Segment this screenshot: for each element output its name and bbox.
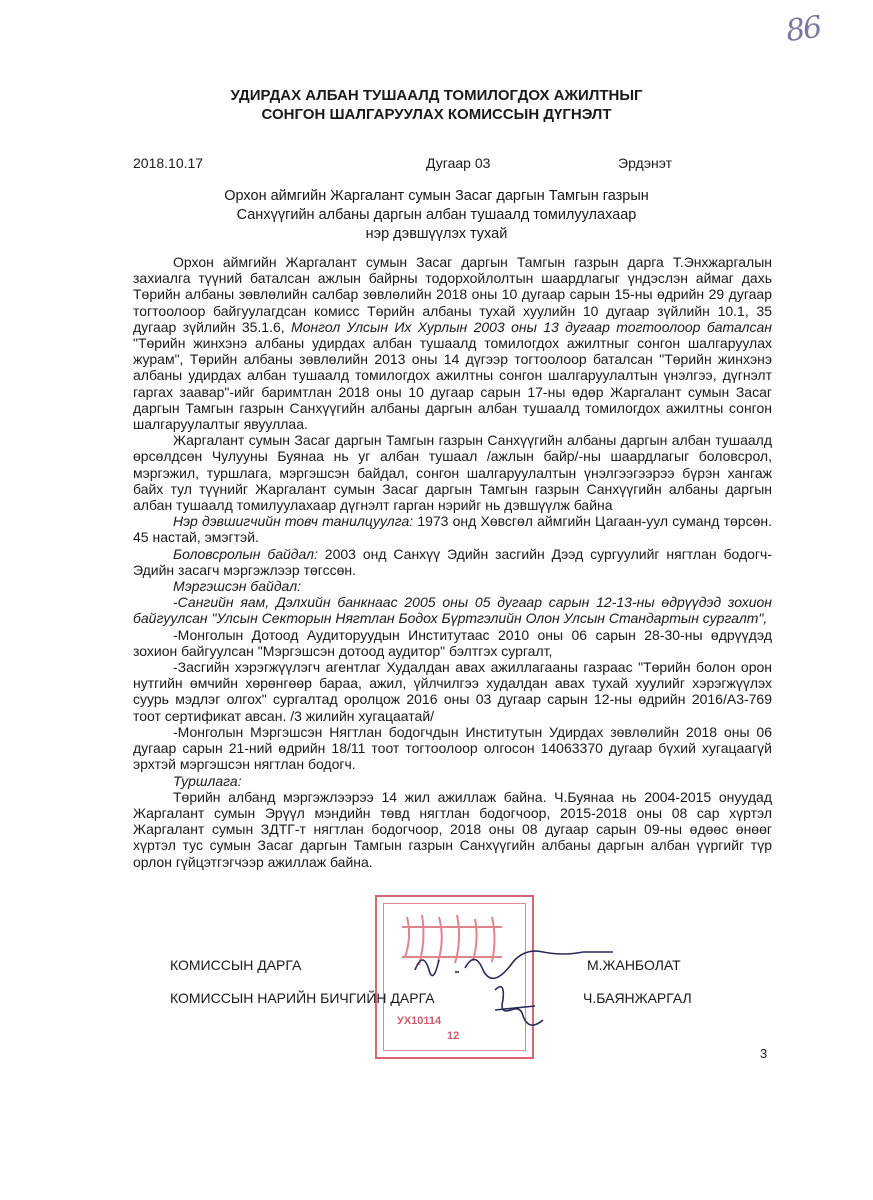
document-date: 2018.10.17 xyxy=(133,155,204,171)
document-number: Дугаар 03 xyxy=(426,155,491,171)
qualification-item-3: -Засгийн хэрэгжүүлэгч агентлаг Худалдан авах ажиллагааны газраас "Төрийн болон орон нутгийн өмчийн хөрөнгөөр бараа, ажил, үйлчилгээ худалдан авах тухай хуулийг хэрэгжүүлэх суурь мэдлэг олгох" сургалтад оролцож 2016 оны 03 дугаар сарын 12-ны өдрийн 2016/А3-769 тоот сертификат авсан. /3 жилийн хугацаатай/ xyxy=(133,659,772,724)
secretary-name: Ч.БАЯНЖАРГАЛ xyxy=(583,990,692,1006)
paragraph-preamble: Орхон аймгийн Жаргалант сумын Засаг даргын Тамгын газрын дарга Т.Энхжаргалын захиалга түүний баталсан ажлын байрны тодорхойлолтын шаардлагыг үндэслэн аймаг дахь Төрийн албаны зөвлөлийн салбар зөвлөлийн 2018 оны 10 дугаар сарын 15-ны өдрийн 29 дугаар тогтоолоор байгуулагдсан комисс Төрийн албаны тухай хуулийн 10 дугаар зүйлийн 10.1, 35 дугаар зүйлийн 35.1.6, Монгол Улсын Их Хурлын 2003 оны 13 дугаар тогтоолоор баталсан "Төрийн жинхэнэ албаны удирдах албан тушаалд томилогдох ажилтныг сонгон шалгаруулах журам", Төрийн албаны зөвлөлийн 2013 оны 14 дүгээр тогтоолоор баталсан "Төрийн жинхэнэ албаны удирдах албан тушаалд томилогдох ажилтны сонгон шалгаруулалтын үнэлгээ, дүгнэлт гаргах заавар"-ийг баримтлан 2018 оны 10 дугаар сарын 17-ны өдөр Жаргалант сумын Засаг даргын Тамгын газрын Санхүүгийн албаны даргын албан тушаалд томилогдох ажилтны сонгон шалгаруулалтыг явууллаа. xyxy=(133,254,773,433)
stamp-code: УХ10114 xyxy=(397,1015,442,1027)
paragraph-candidate-intro: Нэр дэвшигчийн товч танилцуулга: 1973 онд Хөвсгөл аймгийн Цагаан-уул суманд төрсөн. 45 настай, эмэгтэй. xyxy=(133,513,772,546)
document-title xyxy=(0,86,873,124)
paragraph-education: Боловсролын байдал: 2003 онд Санхүү Эдийн засгийн Дээд сургуулийг нягтлан бодогч-Эдийн засагч мэргэжлээр төгссөн. xyxy=(133,545,772,578)
title-line-2: СОНГОН ШАЛГАРУУЛАХ КОМИССЫН ДҮГНЭЛТ xyxy=(261,106,612,123)
chair-name: М.ЖАНБОЛАТ xyxy=(587,957,681,973)
secretary-label: КОМИССЫН НАРИЙН БИЧГИЙН ДАРГА xyxy=(170,990,435,1006)
qualification-item-1: -Сангийн яам, Дэлхийн банкнаас 2005 оны 05 дугаар сарын 12-13-ны өдрүүдэд зохион байгуулсан "Улсын Секторын Нягтлан Бодох Бүртгэлийн Олон Улсын Стандартын сургалт", xyxy=(133,594,772,627)
qualification-item-4: -Монголын Мэргэшсэн Нягтлан бодогчдын Институтын Удирдах зөвлөлийн 2018 оны 06 дугаар сарын 21-ний өдрийн 18/11 тоот тогтоолоор олгосон 14063370 дугаар бүхий хугацаагүй эрхтэй мэргэшсэн нягтлан бодогч. xyxy=(133,723,772,773)
heading-experience: Туршлага: xyxy=(173,772,242,789)
qualification-item-2: -Монголын Дотоод Аудиторуудын Институтаас 2010 оны 06 сарын 28-30-ны өдрүүдэд зохион байгуулсан "Мэргэшсэн дотоод аудитор" бэлтгэх сургалт, xyxy=(133,626,772,659)
subject-line-2: Санхүүгийн албаны даргын албан тушаалд томилуулахаар xyxy=(236,207,637,223)
document-place: Эрдэнэт xyxy=(618,155,672,171)
stamp-number: 12 xyxy=(447,1030,460,1042)
chair-label: КОМИССЫН ДАРГА xyxy=(170,957,302,973)
subject-line-1: Орхон аймгийн Жаргалант сумын Засаг даргын Тамгын газрын xyxy=(224,188,649,204)
document-subject xyxy=(0,187,873,244)
paragraph-experience: Төрийн албанд мэргэжлээрээ 14 жил ажиллаж байна. Ч.Буянаа нь 2004-2015 онуудад Жаргалант сумын Эрүүл мэндийн төвд нягтлан бодогчоор, 2015-2018 оны 08 сар хүртэл Жаргалант сумын ЗДТГ-т нягтлан бодогчоор, 2018 оны 08 дугаар сарын 09-ны өдөөс өнөөг хүртэл тус сумын Засаг даргын Тамгын газрын Санхүүгийн албаны даргын албан үүргийг түр орлон гүйцэтгэгчээр ажиллаж байна. xyxy=(133,788,772,870)
handwritten-page-mark: 86 xyxy=(783,9,823,50)
page-number: 3 xyxy=(760,1046,768,1061)
title-line-1: УДИРДАХ АЛБАН ТУШААЛД ТОМИЛОГДОХ АЖИЛТНЫГ xyxy=(230,87,643,104)
document-body xyxy=(133,254,772,870)
heading-qualification: Мэргэшсэн байдал: xyxy=(173,578,301,595)
paragraph-conclusion: Жаргалант сумын Засаг даргын Тамгын газрын Санхүүгийн албаны даргын албан тушаалд өрсөлдсөн Чулууны Буянаа нь уг албан тушаал /ажлын байр/-ны шаардлагыг боловсрол, мэргэжил, туршлага, мэргэшсэн байдал, сонгон шалгаруулалтын үнэлгээгээрээ бүрэн хангаж байх тул түүнийг Жаргалант сумын Засаг даргын Тамгын газрын Санхүүгийн албаны даргын албан тушаалд томилуулахаар дүгнэлт гарган нэрийг нь дэвшүүлж байна xyxy=(133,432,772,514)
subject-line-3: нэр дэвшүүлэх тухай xyxy=(365,226,508,242)
